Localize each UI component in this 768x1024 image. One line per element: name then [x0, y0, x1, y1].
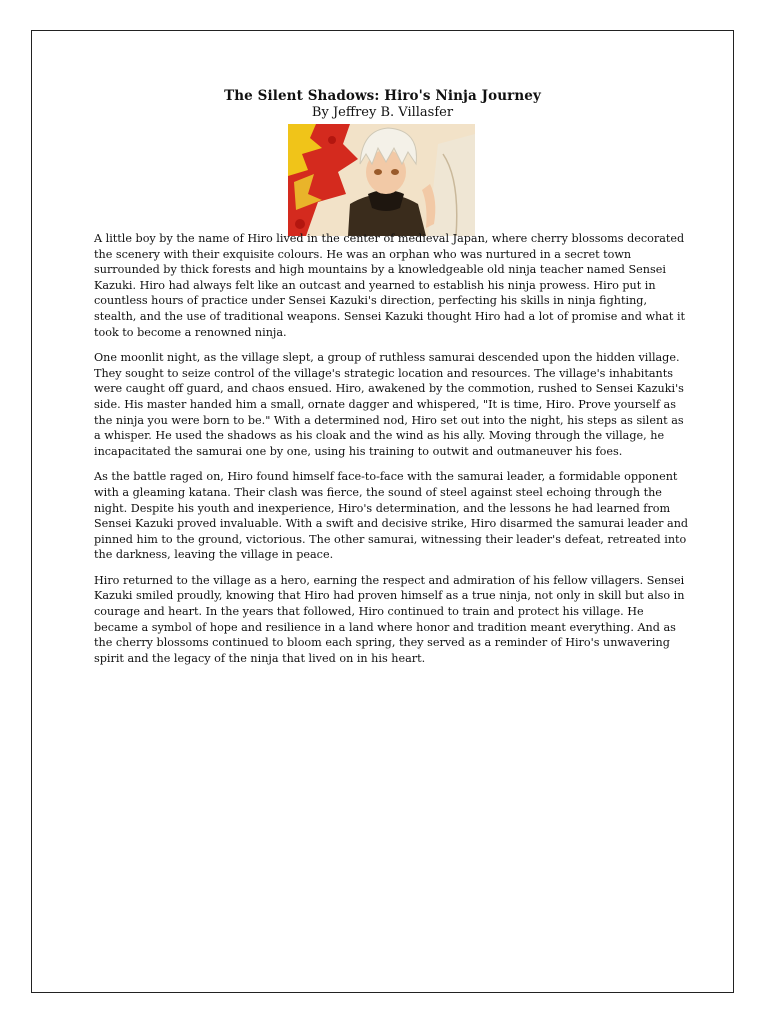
story-paragraph: One moonlit night, as the village slept, a group of ruthless samurai descended upon the hidden village. They sought to seize control of the village's strategic location and resources. The village's inhabitants were caught off guard, and chaos ensued. Hiro, awakened by the commotion, rushed to Sensei Kazuki's side. His master handed him a small, ornate dagger and whispered, "It is time, Hiro. Prove yourself as the ninja you were born to be." With a determined nod, Hiro set out into the night, his steps as silent as a whisper. He used the shadows as his cloak and the wind as his ally. Moving through the village, he incapacitated the samurai one by one, using his training to outwit and outmaneuver his foes.	[94, 351, 684, 458]
document-author: By Jeffrey B. Villasfer	[311, 105, 454, 120]
document-title: The Silent Shadows: Hiro's Ninja Journey	[224, 88, 541, 104]
story-paragraph: As the battle raged on, Hiro found himself face-to-face with the samurai leader, a formidable opponent with a gleaming katana. Their clash was fierce, the sound of steel against steel echoing through the night. Despite his youth and inexperience, Hiro's determination, and the lessons he had learned from Sensei Kazuki proved invaluable. With a swift and decisive strike, Hiro disarmed the samurai leader and pinned him to the ground, victorious. The other samurai, witnessing their leader's defeat, retreated into the darkness, leaving the village in peace.	[94, 470, 689, 562]
ninja-eye-left	[374, 169, 382, 175]
ninja-eye-right	[391, 169, 399, 175]
story-body	[94, 231, 690, 676]
story-paragraph: A little boy by the name of Hiro lived in the center of medieval Japan, where cherry blossoms decorated the scenery with their exquisite colours. He was an orphan who was nurtured in a secret town surrounded by thick forests and high mountains by a knowledgeable old ninja teacher named Sensei Kazuki. Hiro had always felt like an outcast and yearned to establish his ninja prowess. Hiro put in countless hours of practice under Sensei Kazuki's direction, perfecting his skills in ninja fighting, stealth, and the use of traditional weapons. Sensei Kazuki thought Hiro had a lot of promise and what it took to become a renowned ninja.	[94, 232, 686, 339]
ninja-boy-image	[288, 124, 475, 236]
red-drop-2	[295, 219, 305, 229]
ninja-boy-illustration	[288, 124, 475, 236]
story-paragraph: Hiro returned to the village as a hero, earning the respect and admiration of his fellow villagers. Sensei Kazuki smiled proudly, knowing that Hiro had proven himself as a true ninja, not only in skill but also in courage and heart. In the years that followed, Hiro continued to train and protect his village. He became a symbol of hope and resilience in a land where honor and tradition meant everything. And as the cherry blossoms continued to bloom each spring, they served as a reminder of Hiro's unwavering spirit and the legacy of the ninja that lived on in his heart.	[94, 573, 685, 665]
red-drop-1	[328, 136, 336, 144]
document-page	[31, 30, 734, 993]
